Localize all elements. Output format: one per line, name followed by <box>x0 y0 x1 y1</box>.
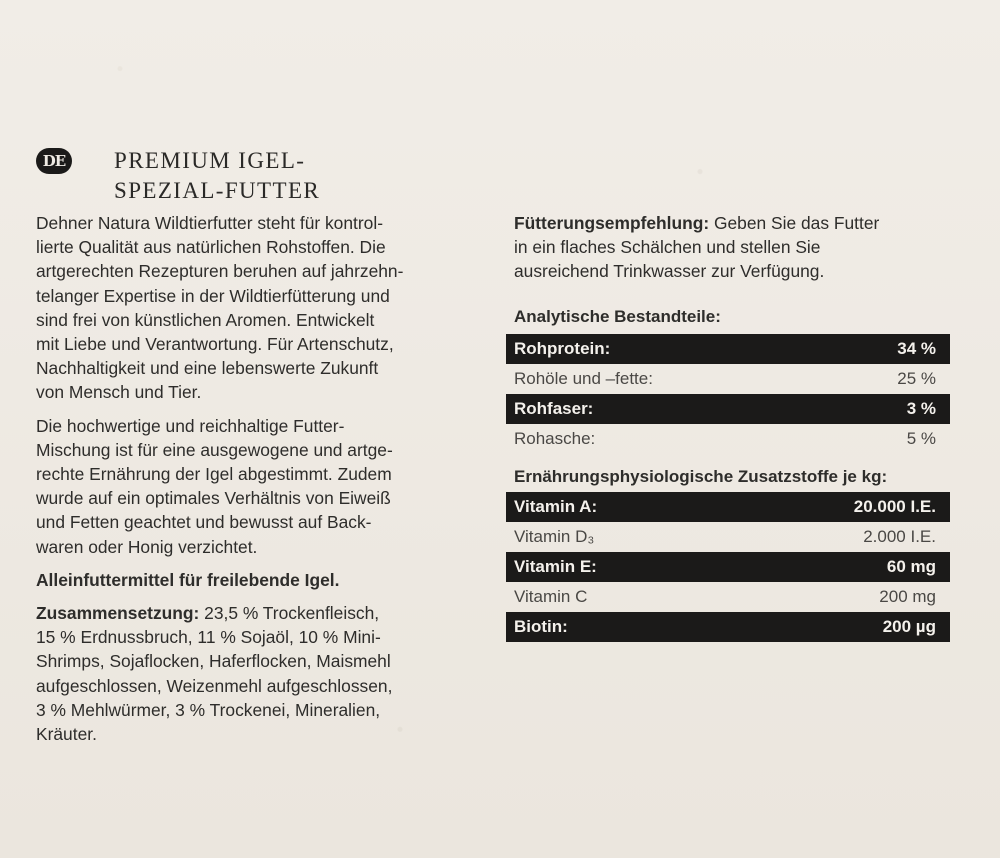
table-row <box>506 364 950 394</box>
additives-heading: Ernährungsphysiologische Zusatzstoffe je kg: <box>514 467 888 486</box>
description-column <box>36 211 476 755</box>
row-value: 3 % <box>906 399 936 418</box>
row-value: 25 % <box>897 369 936 388</box>
feeding-text: Geben Sie das Futter in ein flaches Schälchen und stellen Sie ausreichend Trinkwasser zur Verfügung. <box>514 213 880 282</box>
row-value: 200 µg <box>882 617 936 636</box>
table-row <box>506 582 950 612</box>
row-name: Rohöle und –fette: <box>514 369 653 388</box>
intro-paragraph-2: Die hochwertige und reichhaltige Futter- Mischung ist für eine ausgewogene und artge- rechte Ernährung der Igel abgestimmt. Zudem wurde auf ein optimales Verhältnis von Eiweiß und Fetten geachtet und bewusst auf Back- waren oder Honig verzichtet. <box>36 415 393 557</box>
complete-feed-statement: Alleinfuttermittel für freilebende Igel. <box>36 569 340 590</box>
row-name: Biotin: <box>514 617 568 636</box>
row-name: Rohasche: <box>514 429 596 448</box>
row-name: Rohprotein: <box>514 339 611 358</box>
composition-label: Zusammensetzung: <box>36 603 200 624</box>
row-value: 34 % <box>897 339 936 358</box>
title-line-2: SPEZIAL-FUTTER <box>114 178 321 203</box>
analysis-table <box>506 334 950 454</box>
row-value: 20.000 I.E. <box>853 497 936 516</box>
composition-paragraph <box>36 601 476 746</box>
row-name: Rohfaser: <box>514 399 594 418</box>
language-badge: DE <box>36 148 72 174</box>
title-line-1: PREMIUM IGEL- <box>114 148 306 173</box>
row-value: 2.000 I.E. <box>863 527 936 546</box>
row-name: Vitamin C <box>514 587 588 606</box>
additives-table <box>506 492 950 642</box>
feeding-paragraph <box>514 211 954 284</box>
row-value: 200 mg <box>879 587 936 606</box>
composition-text: 23,5 % Trockenfleisch, 15 % Erdnussbruch, 11 % Sojaöl, 10 % Mini- Shrimps, Sojaflocken, Haferflocken, Maismehl aufgeschlossen, Weizenmehl aufgeschlossen, 3 % Mehlwürmer, 3 % Trockenei, Mineralien, Kräuter. <box>36 603 393 745</box>
row-name: Vitamin D₃ <box>514 527 595 546</box>
table-row <box>506 394 950 424</box>
table-row <box>506 424 950 454</box>
row-name: Vitamin E: <box>514 557 597 576</box>
table-row <box>506 492 950 522</box>
intro-paragraph-1: Dehner Natura Wildtierfutter steht für kontrol- lierte Qualität aus natürlichen Rohstoffen. Die artgerechten Rezepturen beruhen auf jahrzehn- telanger Expertise in der Wildtierfütterung und sind frei von künstlichen Aromen. Entwickelt mit Liebe und Verantwortung. Für Artenschutz, Nachhaltigkeit und eine lebenswerte Zukunft von Mensch und Tier. <box>36 213 404 403</box>
row-value: 60 mg <box>886 557 936 576</box>
product-title <box>114 146 320 206</box>
feeding-column <box>514 211 954 284</box>
table-row <box>506 612 950 642</box>
row-name: Vitamin A: <box>514 497 598 516</box>
row-value: 5 % <box>906 429 936 448</box>
analysis-heading: Analytische Bestandteile: <box>514 307 721 326</box>
table-row <box>506 552 950 582</box>
feeding-label: Fütterungsempfehlung: <box>514 213 710 233</box>
table-row <box>506 522 950 552</box>
table-row <box>506 334 950 364</box>
